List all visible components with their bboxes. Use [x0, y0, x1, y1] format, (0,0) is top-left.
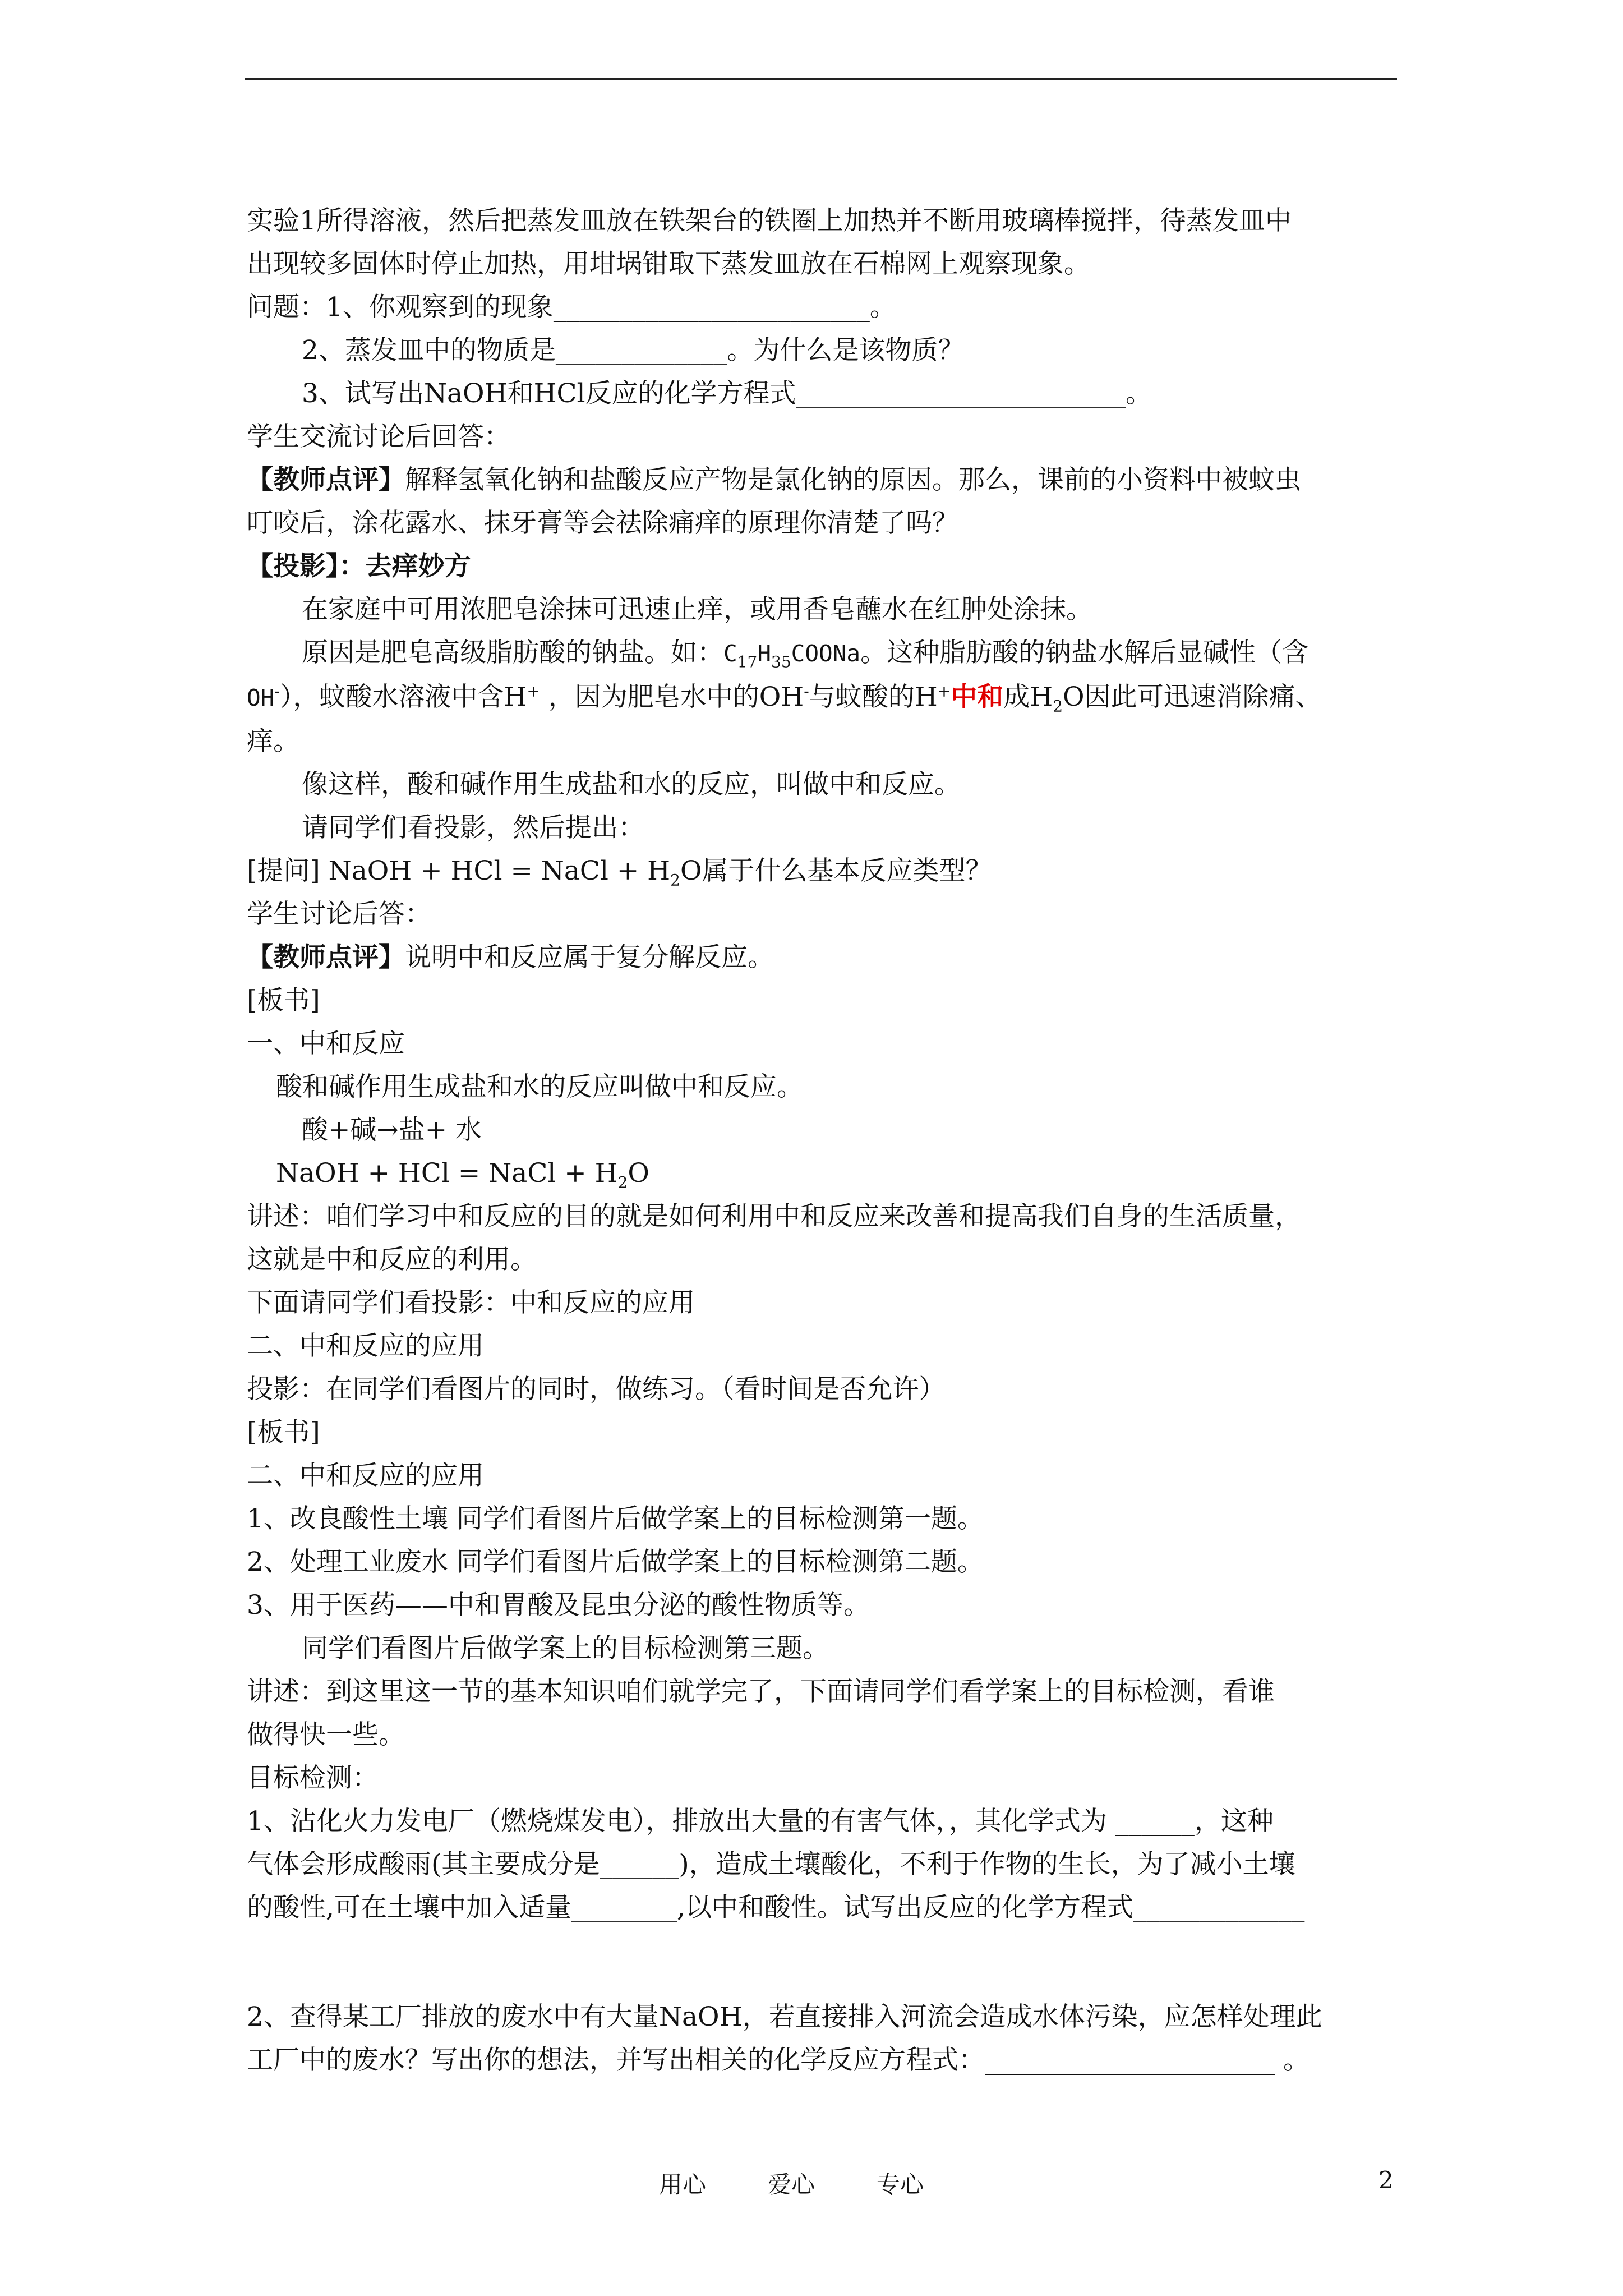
question-line: 问题：1、你观察到的现象________________________。: [247, 292, 896, 323]
paragraph-line: 学生交流讨论后回答：: [247, 421, 510, 452]
paragraph-line: 出现较多固体时停止加热，用坩埚钳取下蒸发皿放在石棉网上观察现象。: [247, 249, 1090, 279]
exercise-line: 工厂中的废水？写出你的想法，并写出相关的化学反应方程式：______________________ 。: [247, 2045, 1310, 2076]
projection-title: 去痒妙方: [365, 551, 471, 582]
paragraph-line: 做得快一些。: [247, 1719, 405, 1750]
definition-line: 酸和碱作用生成盐和水的反应叫做中和反应。: [276, 1071, 803, 1102]
question-line: 2、蒸发皿中的物质是_____________。为什么是该物质？: [302, 335, 965, 366]
paragraph-line: 讲述：到这里这一节的基本知识咱们就学完了，下面请同学们看学案上的目标检测，看谁: [247, 1676, 1275, 1707]
formula-line: 酸+碱→盐+ 水: [302, 1115, 482, 1145]
formula-line: 原因是肥皂高级脂肪酸的钠盐。如：$C_{17}H_{35}COONa$。这种脂肪酸的钠盐水解后显碱性（含: [302, 637, 1309, 671]
footer-word: 用心: [659, 2171, 707, 2198]
paragraph-line: 在家庭中可用浓肥皂涂抹可迅速止痒，或用香皂蘸水在红肿处涂抹。: [302, 594, 1092, 625]
page-number: 2: [1378, 2166, 1394, 2194]
footer-motto: [659, 2166, 985, 2200]
highlight-neutralize: 中和: [951, 682, 1004, 712]
teacher-comment-text: 说明中和反应属于复分解反应。: [405, 942, 774, 973]
teacher-comment-text: 解释氢氧化钠和盐酸反应产物是氯化钠的原因。那么，课前的小资料中被蚊虫: [405, 464, 1301, 495]
footer-word: 专心: [877, 2171, 924, 2198]
exercise-line: 的酸性,可在土壤中加入适量________,以中和酸性。试写出反应的化学方程式_____________: [247, 1892, 1305, 1923]
paragraph-line: 下面请同学们看投影：中和反应的应用: [247, 1287, 695, 1318]
paragraph-line: 同学们看图片后做学案上的目标检测第三题。: [302, 1633, 829, 1664]
teacher-comment-label: 【教师点评】: [247, 464, 405, 495]
section-heading: 二、中和反应的应用: [247, 1460, 484, 1491]
question-line: [提问] NaOH + HCl = NaCl + $H_2O$属于什么基本反应类型？: [247, 855, 992, 890]
list-item: 3、用于医药——中和胃酸及昆虫分泌的酸性物质等。: [247, 1590, 870, 1621]
footer-word: 爱心: [768, 2171, 815, 2198]
board-label: [板书]: [247, 985, 320, 1016]
board-label: [板书]: [247, 1417, 320, 1448]
teacher-comment-line: [247, 458, 1402, 501]
paragraph-line: 讲述：咱们学习中和反应的目的就是如何利用中和反应来改善和提高我们自身的生活质量，: [247, 1201, 1301, 1232]
paragraph-line: 投影：在同学们看图片的同时，做练习。（看时间是否允许）: [247, 1374, 946, 1405]
question-line: 3、试写出NaOH和HCl反应的化学方程式_________________________。: [302, 378, 1152, 409]
section-heading: 一、中和反应: [247, 1028, 405, 1059]
header-rule: [245, 78, 1397, 80]
list-item: 2、处理工业废水 同学们看图片后做学案上的目标检测第二题。: [247, 1547, 984, 1577]
section-heading: 目标检测：: [247, 1763, 379, 1793]
teacher-comment-label: 【教师点评】: [247, 942, 405, 973]
paragraph-line: 像这样，酸和碱作用生成盐和水的反应，叫做中和反应。: [302, 769, 961, 800]
formula-line: NaOH + HCl = NaCl + $H_2O$: [276, 1158, 649, 1192]
spacer: [247, 1929, 1402, 1995]
exercise-line: 气体会形成酸雨(其主要成分是______)，造成土壤酸化，不利于作物的生长，为了减小土壤: [247, 1849, 1295, 1880]
formula-line: OH-），蚊酸水溶液中含H+ ，因为肥皂水中的OH-与蚊酸的H+中和成$H_2O$因此可迅速消除痛、: [247, 682, 1322, 716]
paragraph-line: 痒。: [247, 726, 299, 757]
paragraph-line: 这就是中和反应的利用。: [247, 1244, 537, 1275]
projection-label: 【投影】：: [247, 551, 366, 582]
projection-heading: [247, 545, 1402, 588]
paragraph-line: 实验1所得溶液，然后把蒸发皿放在铁架台的铁圈上加热并不断用玻璃棒搅拌，待蒸发皿中: [247, 205, 1292, 236]
list-item: 1、改良酸性土壤 同学们看图片后做学案上的目标检测第一题。: [247, 1503, 984, 1534]
exercise-line: 2、查得某工厂排放的废水中有大量NaOH，若直接排入河流会造成水体污染，应怎样处理此: [247, 2001, 1322, 2032]
teacher-comment-line: [247, 936, 1402, 979]
paragraph-line: 学生讨论后答：: [247, 899, 431, 930]
paragraph-line: 请同学们看投影，然后提出：: [302, 812, 644, 843]
document-body: [247, 199, 1402, 2082]
exercise-line: 1、沾化火力发电厂（燃烧煤发电），排放出大量的有害气体，，其化学式为 ______，这种: [247, 1806, 1274, 1837]
paragraph-line: 叮咬后，涂花露水、抹牙膏等会祛除痛痒的原理你清楚了吗？: [247, 508, 958, 539]
section-heading: 二、中和反应的应用: [247, 1331, 484, 1361]
